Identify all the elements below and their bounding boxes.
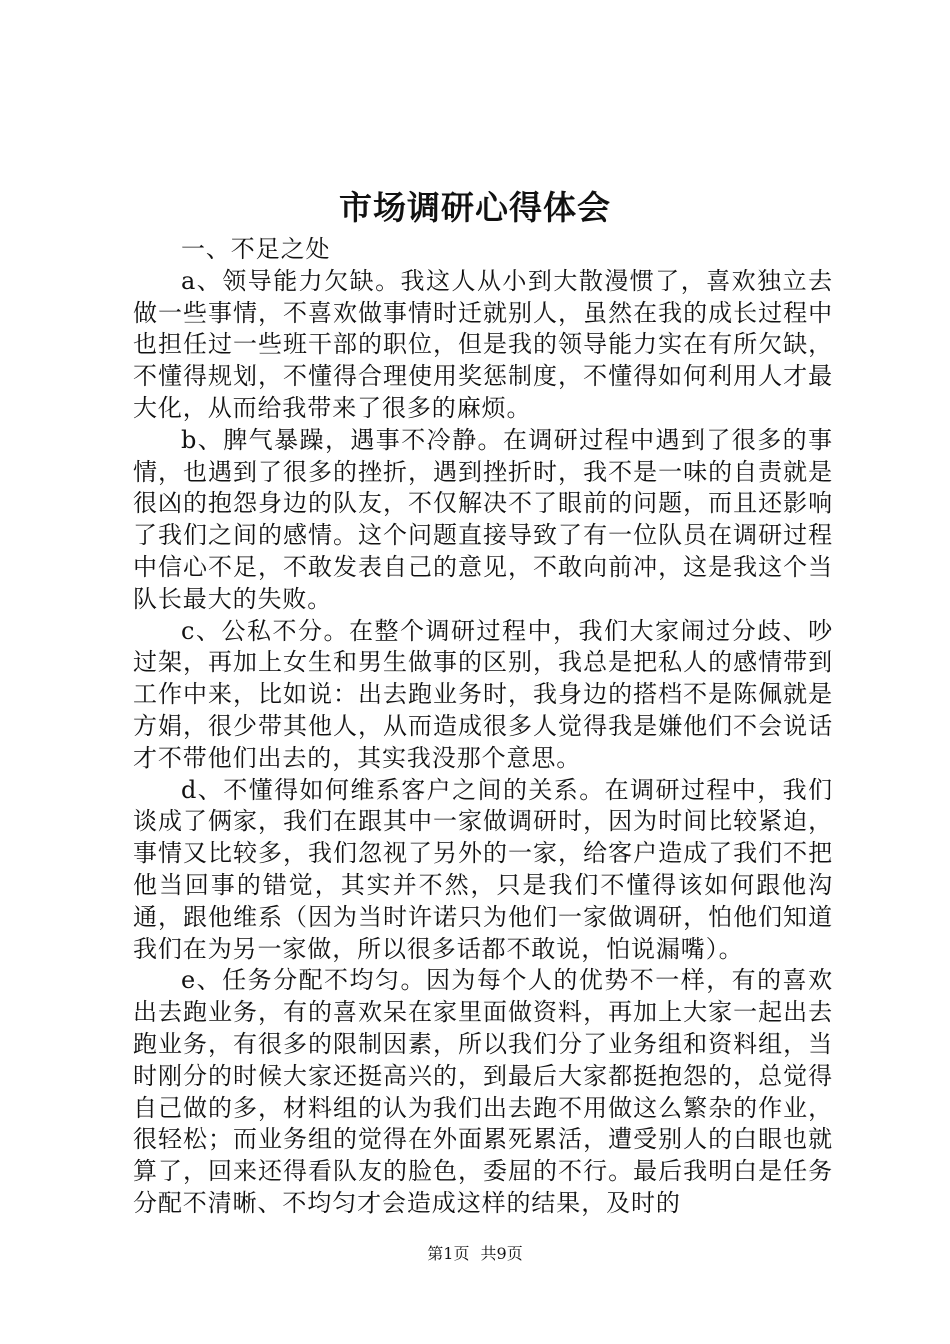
- paragraph-b: b、脾气暴躁，遇事不冷静。在调研过程中遇到了很多的事情，也遇到了很多的挫折，遇到挫折时，我不是一味的自责就是很凶的抱怨身边的队友，不仅解决不了眼前的问题，而且还影响了我们之间的感情。这个问题直接导致了有一位队员在调研过程中信心不足，不敢发表自己的意见，不敢向前冲，这是我这个当队长最大的失败。: [133, 425, 833, 613]
- paragraph-e: e、任务分配不均匀。因为每个人的优势不一样，有的喜欢出去跑业务，有的喜欢呆在家里面做资料，再加上大家一起出去跑业务，有很多的限制因素，所以我们分了业务组和资料组，当时刚分的时候大家还挺高兴的，到最后大家都挺抱怨的，总觉得自己做的多，材料组的认为我们出去跑不用做这么繁杂的作业，很轻松；而业务组的觉得在外面累死累活，遭受别人的白眼也就算了，回来还得看队友的脸色，委屈的不行。最后我明白是任务分配不清晰、不均匀才会造成这样的结果，及时的: [133, 966, 833, 1217]
- paragraph-c: c、公私不分。在整个调研过程中，我们大家闹过分歧、吵过架，再加上女生和男生做事的区别，我总是把私人的感情带到工作中来，比如说：出去跑业务时，我身边的搭档不是陈佩就是方娟，很少带其他人，从而造成很多人觉得我是嫌他们不会说话才不带他们出去的，其实我没那个意思。: [133, 616, 833, 772]
- page-footer: [0, 1244, 950, 1264]
- paragraph-a: a、领导能力欠缺。我这人从小到大散漫惯了，喜欢独立去做一些事情，不喜欢做事情时迁就别人，虽然在我的成长过程中也担任过一些班干部的职位，但是我的领导能力实在有所欠缺，不懂得规划，不懂得合理使用奖惩制度，不懂得如何利用人才最大化，从而给我带来了很多的麻烦。: [133, 266, 833, 422]
- page-number: 第1页: [427, 1244, 470, 1263]
- paragraph-d: d、不懂得如何维系客户之间的关系。在调研过程中，我们谈成了俩家，我们在跟其中一家做调研时，因为时间比较紧迫，事情又比较多，我们忽视了另外的一家，给客户造成了我们不把他当回事的错觉，其实并不然，只是我们不懂得该如何跟他沟通，跟他维系（因为当时许诺只为他们一家做调研，怕他们知道我们在为另一家做，所以很多话都不敢说，怕说漏嘴）。: [133, 775, 833, 963]
- section-heading: 一、不足之处: [181, 235, 331, 263]
- document-title: 市场调研心得体会: [339, 188, 611, 227]
- document-body: [133, 234, 833, 1220]
- page-total: 共9页: [480, 1244, 523, 1263]
